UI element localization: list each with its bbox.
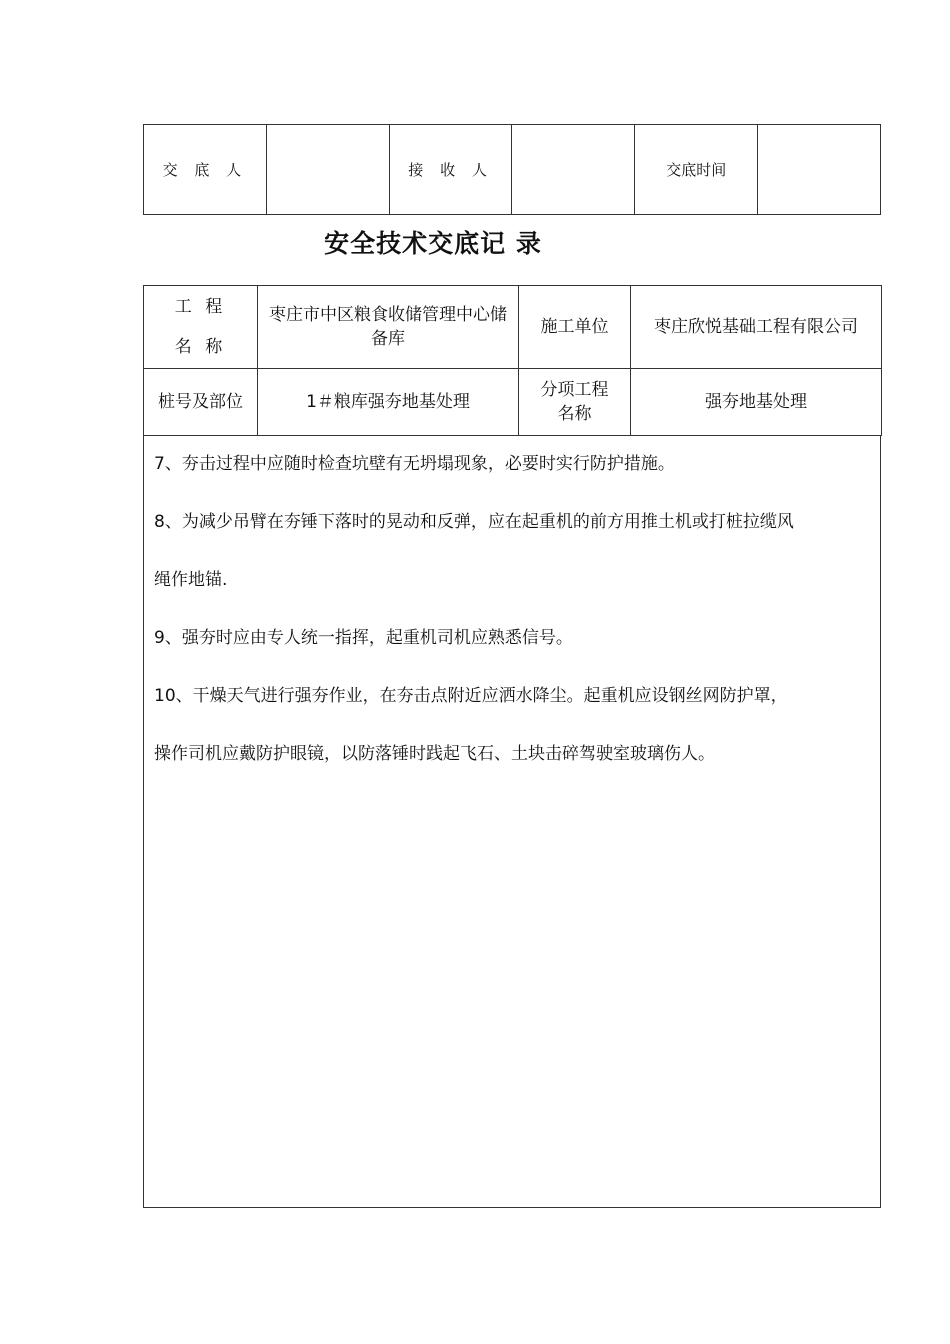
- item-10-line-1: 10、干燥天气进行强夯作业，在夯击点附近应洒水降尘。起重机应设钢丝网防护罩，: [154, 686, 788, 706]
- project-name-label-line1: 工 程: [174, 297, 227, 317]
- project-info-table: [143, 285, 882, 436]
- subitem-value: 强夯地基处理: [631, 369, 882, 436]
- pile-location-value: 1＃粮库强夯地基处理: [258, 369, 519, 436]
- signature-table: [143, 124, 881, 215]
- item-7: 7、夯击过程中应随时检查坑壁有无坍塌现象，必要时实行防护措施。: [154, 454, 675, 474]
- item-9: 9、强夯时应由专人统一指挥，起重机司机应熟悉信号。: [154, 628, 573, 648]
- handover-person-field[interactable]: [266, 125, 389, 215]
- contractor-value: 枣庄欣悦基础工程有限公司: [631, 286, 882, 369]
- safety-content-box: [143, 435, 881, 1208]
- handover-time-field[interactable]: [758, 125, 881, 215]
- project-name-label: [144, 286, 258, 369]
- receiver-label: 接 收 人: [389, 125, 512, 215]
- handover-person-label: 交 底 人: [144, 125, 267, 215]
- item-8-line-2: 绳作地锚.: [154, 570, 228, 590]
- receiver-field[interactable]: [512, 125, 635, 215]
- contractor-label: 施工单位: [519, 286, 631, 369]
- document-title: 安全技术交底记 录: [324, 229, 542, 258]
- subitem-label: 分项工程名称: [519, 369, 631, 436]
- handover-time-label: 交底时间: [635, 125, 758, 215]
- pile-location-label: 桩号及部位: [144, 369, 258, 436]
- project-name-label-line2: 名 称: [174, 337, 227, 357]
- project-name-value: 枣庄市中区粮食收储管理中心储备库: [258, 286, 519, 369]
- item-8-line-1: 8、为减少吊臂在夯锤下落时的晃动和反弹，应在起重机的前方用推土机或打桩拉缆风: [154, 512, 794, 532]
- item-10-line-2: 操作司机应戴防护眼镜，以防落锤时践起飞石、土块击碎驾驶室玻璃伤人。: [154, 744, 715, 764]
